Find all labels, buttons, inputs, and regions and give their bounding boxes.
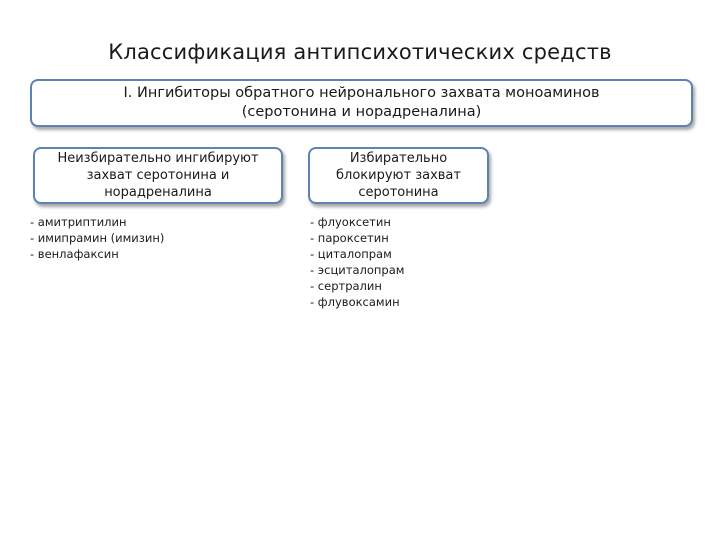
- list-item: - циталопрам: [310, 247, 392, 261]
- list-item: - амитриптилин: [30, 215, 127, 229]
- non-selective-text: Неизбирательно ингибируют захват серотонина и норадреналина: [57, 151, 259, 200]
- non-selective-drug-list: [30, 214, 164, 262]
- list-item: - имипрамин (имизин): [30, 231, 165, 245]
- non-selective-box: [33, 147, 283, 204]
- selective-box: [308, 147, 489, 204]
- main-category-box: [30, 79, 693, 127]
- main-category-text: I. Ингибиторы обратного нейронального захвата моноаминов (серотонина и норадреналина): [123, 85, 600, 120]
- list-item: - пароксетин: [310, 231, 389, 245]
- selective-drug-list: [310, 214, 404, 310]
- list-item: - флувоксамин: [310, 295, 400, 309]
- list-item: - эсциталопрам: [310, 263, 405, 277]
- list-item: - флуоксетин: [310, 215, 391, 229]
- page-title: Классификация антипсихотических средств: [108, 40, 612, 64]
- list-item: - сертралин: [310, 279, 382, 293]
- selective-text: Избирательно блокируют захват серотонина: [336, 151, 461, 200]
- list-item: - венлафаксин: [30, 247, 119, 261]
